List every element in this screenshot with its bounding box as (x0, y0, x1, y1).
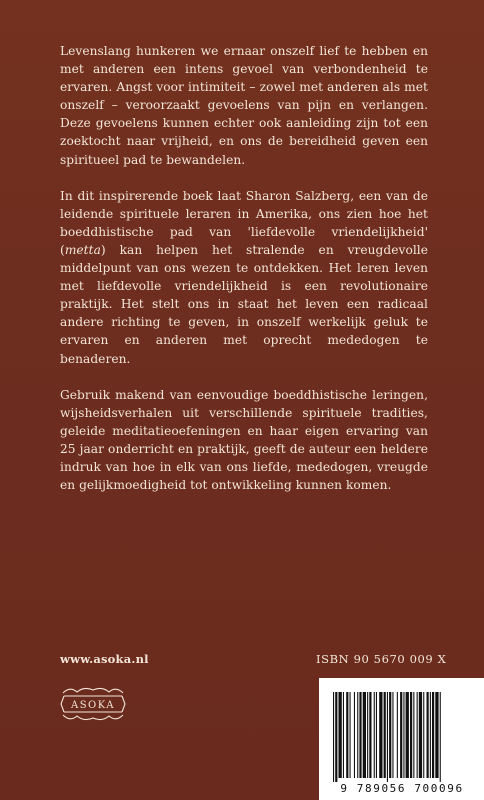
barcode-bar (379, 692, 382, 778)
barcode-bar (427, 692, 429, 778)
blurb-paragraph-2-part-2: ) kan helpen het stralende en vreugdevolle middelpunt van ons wezen te ontdekken. Het leren leven met liefdevolle vriendelijkheid is een revolutionaire praktijk. Het stelt ons in staat het leven een radicaal andere richting te geven, in onszelf werkelijk geluk te ervaren en anderen met oprecht mededogen te benaderen. (60, 242, 428, 366)
barcode-bar (343, 692, 344, 778)
metta-term: metta (64, 242, 101, 257)
barcode-bar (432, 692, 434, 778)
barcode-bar (397, 692, 398, 778)
barcode-bar (410, 692, 412, 778)
barcode-bar (363, 692, 366, 778)
blurb-paragraph-1: Levenslang hunkeren we ernaar onszelf lief te hebben en met anderen een intens gevoel van verbondenheid te ervaren. Angst voor intimiteit – zowel met anderen als met onszelf – veroorzaakt gevoelens van pijn en verlangen. Deze gevoelens kunnen echter ook aanleiding zijn tot een zoektocht naar vrijheid, en ons de bereidheid geven een spiritueel pad te bewandelen. (60, 44, 428, 167)
barcode-bar (369, 692, 371, 778)
blurb-text (60, 42, 428, 512)
barcode-bar (367, 692, 368, 778)
publisher-website: www.asoka.nl (60, 652, 149, 666)
barcode-bar (423, 692, 424, 778)
barcode-bar (400, 692, 402, 778)
barcode-bar (350, 692, 351, 778)
barcode-bar (359, 692, 361, 778)
barcode-bar (440, 692, 441, 782)
barcode-bar (357, 692, 358, 778)
logo-text: ASOKA (70, 700, 116, 711)
barcode-digits: 9 789056 700096 (340, 782, 464, 795)
barcode-bar (406, 692, 409, 778)
asoka-logo-icon (60, 684, 126, 724)
barcode-bar (435, 692, 438, 778)
barcode-bar (374, 692, 375, 778)
barcode-bar (339, 692, 342, 778)
blurb-paragraph-3: Gebruik makend van eenvoudige boeddhistische leringen, wijsheidsverhalen uit verschillende spirituele tradities, geleide meditatieoefeningen en haar eigen ervaring van 25 jaar onderricht en praktijk, geeft de auteur een heldere indruk van hoe in elk van ons liefde, mededogen, vreugde en gelijkmoedigheid tot ontwikkeling kunnen komen. (60, 387, 428, 493)
barcode-bar (333, 692, 334, 782)
barcode-bar (430, 692, 431, 778)
barcode-bar (376, 692, 377, 778)
barcode-bar (387, 692, 388, 782)
barcode-bar (384, 692, 386, 778)
barcode-bar (417, 692, 418, 778)
barcode-bar (335, 692, 337, 782)
barcode-bar (346, 692, 348, 778)
publisher-logo (60, 684, 126, 724)
barcode-bar (419, 692, 422, 778)
barcode-bar (354, 692, 355, 778)
blurb-paragraph-2 (60, 187, 428, 368)
barcode-bars (319, 678, 484, 782)
barcode-bar (389, 692, 391, 778)
isbn-number: ISBN 90 5670 009 X (316, 652, 447, 666)
blurb-paragraph-2-part-1: In dit inspirerende boek laat Sharon Salzberg, een van de leidende spirituele leraren in Amerika, ons zien hoe het boeddhistische pad van 'liefdevolle vriendelijkheid' ( (60, 188, 428, 257)
barcode-bar (403, 692, 404, 778)
barcode-bar (392, 692, 393, 778)
barcode-bar (413, 692, 414, 778)
barcode-panel (319, 678, 484, 800)
